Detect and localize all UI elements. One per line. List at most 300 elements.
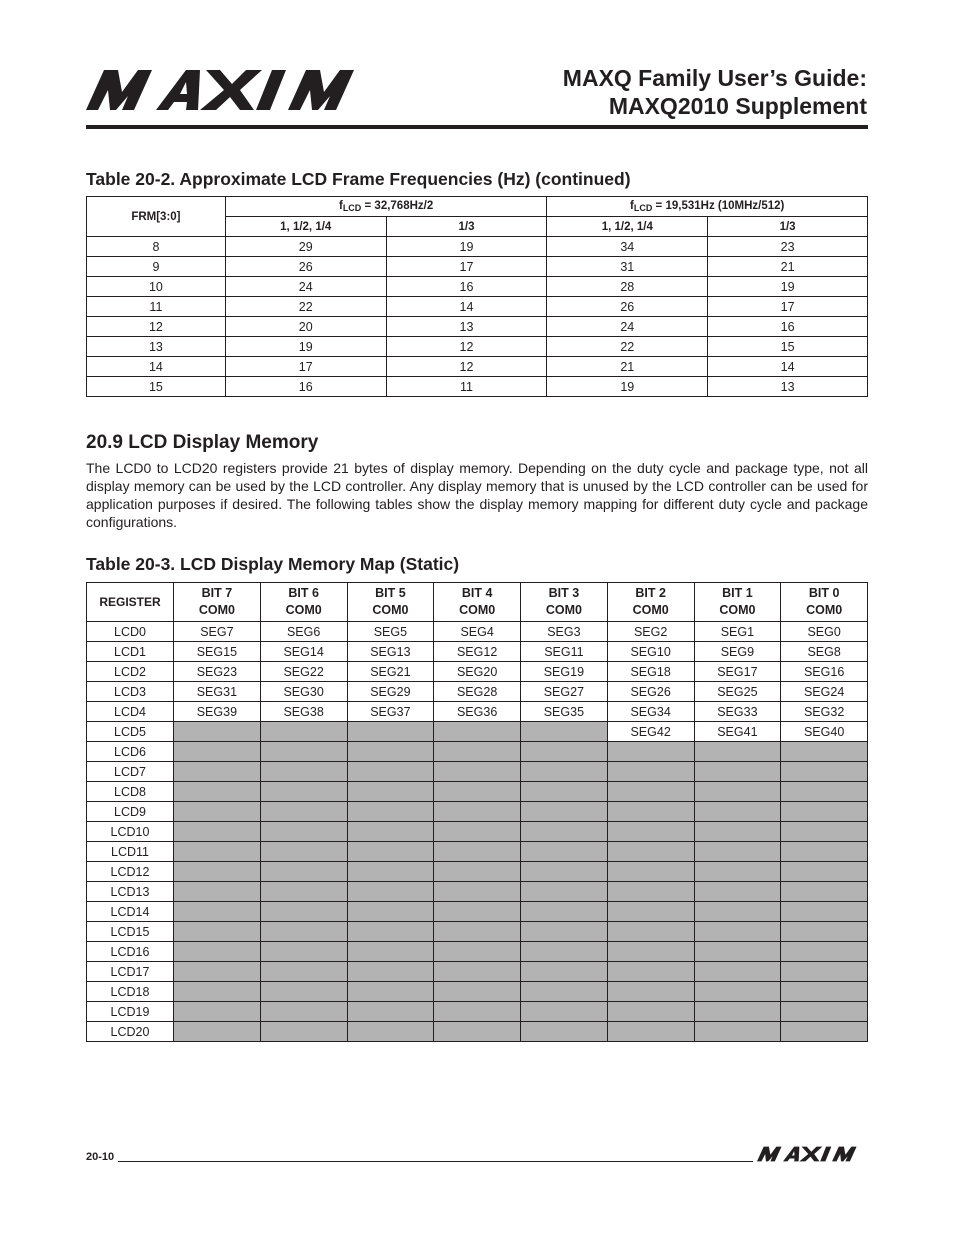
- unused-cell: [347, 1022, 434, 1042]
- unused-cell: [694, 962, 781, 982]
- table-row: [87, 257, 868, 277]
- unused-cell: [174, 1002, 261, 1022]
- frm-value: 9: [87, 257, 226, 277]
- unused-cell: [347, 722, 434, 742]
- lcd-memory-map-table: [86, 582, 868, 1042]
- unused-cell: [347, 862, 434, 882]
- unused-cell: [347, 942, 434, 962]
- frequency-value: 17: [708, 297, 868, 317]
- duty-header: 1/3: [708, 217, 868, 237]
- register-name: LCD12: [87, 862, 174, 882]
- unused-cell: [607, 822, 694, 842]
- register-header: REGISTER: [87, 583, 174, 622]
- unused-cell: [521, 822, 608, 842]
- frm-header: FRM[3:0]: [87, 197, 226, 237]
- segment-cell: SEG14: [260, 642, 347, 662]
- frequency-value: 26: [225, 257, 386, 277]
- table-row: [87, 962, 868, 982]
- unused-cell: [260, 922, 347, 942]
- unused-cell: [607, 902, 694, 922]
- unused-cell: [434, 942, 521, 962]
- bit-header: [260, 583, 347, 622]
- duty-header: 1, 1/2, 1/4: [547, 217, 708, 237]
- unused-cell: [781, 982, 868, 1002]
- frm-value: 8: [87, 237, 226, 257]
- unused-cell: [781, 782, 868, 802]
- unused-cell: [174, 802, 261, 822]
- title-line-1: MAXQ Family User’s Guide:: [562, 65, 867, 91]
- unused-cell: [694, 902, 781, 922]
- unused-cell: [434, 922, 521, 942]
- unused-cell: [174, 982, 261, 1002]
- unused-cell: [694, 1002, 781, 1022]
- segment-cell: SEG1: [694, 622, 781, 642]
- register-name: LCD1: [87, 642, 174, 662]
- frm-value: 15: [87, 377, 226, 397]
- register-name: LCD14: [87, 902, 174, 922]
- segment-cell: SEG27: [521, 682, 608, 702]
- flcd-prefix: f: [338, 200, 343, 212]
- register-name: LCD9: [87, 802, 174, 822]
- segment-cell: SEG22: [260, 662, 347, 682]
- unused-cell: [607, 922, 694, 942]
- segment-cell: SEG26: [607, 682, 694, 702]
- table-row: [87, 1022, 868, 1042]
- unused-cell: [347, 902, 434, 922]
- unused-cell: [607, 942, 694, 962]
- unused-cell: [174, 822, 261, 842]
- table-row: [87, 902, 868, 922]
- unused-cell: [694, 882, 781, 902]
- segment-cell: SEG8: [781, 642, 868, 662]
- segment-cell: SEG36: [434, 702, 521, 722]
- table-row: [87, 682, 868, 702]
- unused-cell: [434, 762, 521, 782]
- unused-cell: [260, 842, 347, 862]
- table-row: [87, 882, 868, 902]
- unused-cell: [260, 962, 347, 982]
- section-heading: 20.9 LCD Display Memory: [86, 432, 319, 453]
- unused-cell: [521, 902, 608, 922]
- frequency-value: 22: [225, 297, 386, 317]
- unused-cell: [174, 882, 261, 902]
- unused-cell: [260, 902, 347, 922]
- unused-cell: [781, 902, 868, 922]
- unused-cell: [781, 842, 868, 862]
- unused-cell: [521, 722, 608, 742]
- unused-cell: [260, 942, 347, 962]
- unused-cell: [781, 822, 868, 842]
- segment-cell: SEG2: [607, 622, 694, 642]
- unused-cell: [347, 762, 434, 782]
- unused-cell: [260, 982, 347, 1002]
- unused-cell: [174, 942, 261, 962]
- frm-value: 11: [87, 297, 226, 317]
- segment-cell: SEG9: [694, 642, 781, 662]
- bit-label: BIT 5: [375, 586, 406, 600]
- table-row: [87, 642, 868, 662]
- frm-value: 13: [87, 337, 226, 357]
- segment-cell: SEG7: [174, 622, 261, 642]
- segment-cell: SEG31: [174, 682, 261, 702]
- register-name: LCD2: [87, 662, 174, 682]
- segment-cell: SEG28: [434, 682, 521, 702]
- unused-cell: [781, 862, 868, 882]
- unused-cell: [521, 762, 608, 782]
- table-row: [87, 702, 868, 722]
- maxim-logo: [86, 70, 382, 110]
- register-name: LCD15: [87, 922, 174, 942]
- frequency-value: 20: [225, 317, 386, 337]
- frequency-value: 29: [225, 237, 386, 257]
- unused-cell: [260, 722, 347, 742]
- unused-cell: [174, 862, 261, 882]
- register-name: LCD20: [87, 1022, 174, 1042]
- frequency-value: 14: [386, 297, 547, 317]
- frm-value: 14: [87, 357, 226, 377]
- unused-cell: [694, 1022, 781, 1042]
- unused-cell: [781, 1022, 868, 1042]
- frequency-value: 24: [225, 277, 386, 297]
- register-name: LCD4: [87, 702, 174, 722]
- table-row: [87, 742, 868, 762]
- unused-cell: [694, 982, 781, 1002]
- com-label: COM0: [198, 603, 235, 617]
- frequency-value: 28: [547, 277, 708, 297]
- segment-cell: SEG40: [781, 722, 868, 742]
- register-name: LCD0: [87, 622, 174, 642]
- segment-cell: SEG23: [174, 662, 261, 682]
- com-label: COM0: [459, 603, 496, 617]
- duty-header: 1/3: [386, 217, 547, 237]
- register-name: LCD13: [87, 882, 174, 902]
- unused-cell: [347, 982, 434, 1002]
- unused-cell: [694, 782, 781, 802]
- bit-label: BIT 1: [722, 586, 753, 600]
- unused-cell: [174, 742, 261, 762]
- segment-cell: SEG20: [434, 662, 521, 682]
- duty-header: 1, 1/2, 1/4: [225, 217, 386, 237]
- unused-cell: [521, 862, 608, 882]
- frequency-value: 21: [708, 257, 868, 277]
- unused-cell: [694, 762, 781, 782]
- segment-cell: SEG39: [174, 702, 261, 722]
- bit-header: [521, 583, 608, 622]
- header-rule: [86, 125, 868, 129]
- unused-cell: [694, 742, 781, 762]
- register-name: LCD8: [87, 782, 174, 802]
- register-name: LCD10: [87, 822, 174, 842]
- com-label: COM0: [285, 603, 322, 617]
- flcd-32768-header: [225, 197, 547, 217]
- unused-cell: [260, 742, 347, 762]
- frequency-value: 21: [547, 357, 708, 377]
- unused-cell: [347, 882, 434, 902]
- table-row: [87, 337, 868, 357]
- table-row: [87, 722, 868, 742]
- segment-cell: SEG41: [694, 722, 781, 742]
- unused-cell: [694, 922, 781, 942]
- bit-header: [694, 583, 781, 622]
- bit-label: BIT 7: [201, 586, 233, 600]
- document-title: [563, 64, 867, 120]
- unused-cell: [694, 862, 781, 882]
- unused-cell: [260, 782, 347, 802]
- frequency-value: 17: [386, 257, 547, 277]
- unused-cell: [434, 722, 521, 742]
- table-20-3-caption: Table 20-3. LCD Display Memory Map (Static): [86, 554, 460, 574]
- segment-cell: SEG11: [521, 642, 608, 662]
- table-row: [87, 237, 868, 257]
- flcd-19531-header: [547, 197, 868, 217]
- unused-cell: [694, 942, 781, 962]
- frequency-value: 14: [708, 357, 868, 377]
- table-row: [87, 762, 868, 782]
- unused-cell: [347, 822, 434, 842]
- frequency-value: 16: [386, 277, 547, 297]
- unused-cell: [607, 1002, 694, 1022]
- unused-cell: [174, 902, 261, 922]
- segment-cell: SEG16: [781, 662, 868, 682]
- com-label: COM0: [719, 603, 756, 617]
- com-label: COM0: [372, 603, 409, 617]
- flcd-prefix: f: [630, 200, 634, 212]
- table-row: [87, 942, 868, 962]
- table-row: [87, 1002, 868, 1022]
- frequency-value: 24: [547, 317, 708, 337]
- unused-cell: [781, 1002, 868, 1022]
- table-row: [87, 317, 868, 337]
- table-row: [87, 277, 868, 297]
- segment-cell: SEG4: [434, 622, 521, 642]
- frequency-value: 12: [386, 337, 547, 357]
- flcd-subscript: LCD: [633, 203, 653, 213]
- table-row: [87, 842, 868, 862]
- unused-cell: [174, 962, 261, 982]
- unused-cell: [434, 782, 521, 802]
- frequency-value: 17: [225, 357, 386, 377]
- unused-cell: [521, 942, 608, 962]
- maxim-footer-logo: [757, 1146, 867, 1162]
- bit-header: [347, 583, 434, 622]
- unused-cell: [781, 922, 868, 942]
- unused-cell: [347, 782, 434, 802]
- unused-cell: [607, 802, 694, 822]
- bit-header: [434, 583, 521, 622]
- segment-cell: SEG17: [694, 662, 781, 682]
- frequency-value: 19: [708, 277, 868, 297]
- table-row: [87, 822, 868, 842]
- register-name: LCD11: [87, 842, 174, 862]
- frm-value: 10: [87, 277, 226, 297]
- bit-header: [781, 583, 868, 622]
- unused-cell: [694, 842, 781, 862]
- table-row: [87, 357, 868, 377]
- unused-cell: [607, 762, 694, 782]
- unused-cell: [434, 982, 521, 1002]
- unused-cell: [347, 842, 434, 862]
- section-paragraph: The LCD0 to LCD20 registers provide 21 bytes of display memory. Depending on the duty cycle and package type, not all display memory can be used by the LCD controller. Any display memory that is unused by the LCD controller can be used for application purposes if desired. The following tables show the display memory mapping for different duty cycle and package configurations.: [86, 460, 868, 530]
- segment-cell: SEG35: [521, 702, 608, 722]
- segment-cell: SEG13: [347, 642, 434, 662]
- unused-cell: [347, 1002, 434, 1022]
- segment-cell: SEG33: [694, 702, 781, 722]
- bit-label: BIT 0: [808, 586, 840, 600]
- unused-cell: [174, 762, 261, 782]
- segment-cell: SEG5: [347, 622, 434, 642]
- segment-cell: SEG32: [781, 702, 868, 722]
- frequency-value: 15: [708, 337, 868, 357]
- unused-cell: [781, 962, 868, 982]
- frequency-value: 16: [225, 377, 386, 397]
- segment-cell: SEG21: [347, 662, 434, 682]
- register-name: LCD16: [87, 942, 174, 962]
- com-label: COM0: [632, 603, 669, 617]
- segment-cell: SEG42: [607, 722, 694, 742]
- unused-cell: [521, 982, 608, 1002]
- unused-cell: [781, 942, 868, 962]
- unused-cell: [521, 882, 608, 902]
- unused-cell: [347, 742, 434, 762]
- register-name: LCD19: [87, 1002, 174, 1022]
- bit-label: BIT 4: [461, 586, 493, 600]
- register-name: LCD17: [87, 962, 174, 982]
- flcd-value: = 32,768Hz/2: [361, 200, 434, 212]
- segment-cell: SEG24: [781, 682, 868, 702]
- unused-cell: [607, 882, 694, 902]
- register-name: LCD5: [87, 722, 174, 742]
- unused-cell: [434, 1022, 521, 1042]
- unused-cell: [260, 822, 347, 842]
- unused-cell: [260, 802, 347, 822]
- unused-cell: [434, 902, 521, 922]
- unused-cell: [260, 1022, 347, 1042]
- unused-cell: [434, 1002, 521, 1022]
- frequency-value: 34: [547, 237, 708, 257]
- unused-cell: [521, 802, 608, 822]
- segment-cell: SEG10: [607, 642, 694, 662]
- register-name: LCD7: [87, 762, 174, 782]
- unused-cell: [521, 1022, 608, 1042]
- table-row: [87, 782, 868, 802]
- unused-cell: [260, 862, 347, 882]
- unused-cell: [781, 762, 868, 782]
- frm-value: 12: [87, 317, 226, 337]
- frequency-value: 19: [386, 237, 547, 257]
- table-row: [87, 662, 868, 682]
- unused-cell: [260, 1002, 347, 1022]
- segment-cell: SEG12: [434, 642, 521, 662]
- unused-cell: [174, 842, 261, 862]
- frequency-value: 22: [547, 337, 708, 357]
- table-row: [87, 802, 868, 822]
- segment-cell: SEG0: [781, 622, 868, 642]
- table-row: [87, 377, 868, 397]
- bit-label: BIT 3: [548, 586, 580, 600]
- frequency-value: 13: [708, 377, 868, 397]
- com-label: COM0: [545, 603, 582, 617]
- segment-cell: SEG15: [174, 642, 261, 662]
- unused-cell: [434, 802, 521, 822]
- frequency-value: 16: [708, 317, 868, 337]
- unused-cell: [434, 822, 521, 842]
- segment-cell: SEG34: [607, 702, 694, 722]
- segment-cell: SEG3: [521, 622, 608, 642]
- bit-header: [174, 583, 261, 622]
- unused-cell: [521, 922, 608, 942]
- unused-cell: [174, 722, 261, 742]
- segment-cell: SEG19: [521, 662, 608, 682]
- unused-cell: [434, 962, 521, 982]
- table-row: [87, 982, 868, 1002]
- table-20-2-caption: Table 20-2. Approximate LCD Frame Frequencies (Hz) (continued): [86, 169, 631, 189]
- bit-label: BIT 2: [635, 586, 666, 600]
- unused-cell: [694, 822, 781, 842]
- unused-cell: [607, 982, 694, 1002]
- unused-cell: [607, 1022, 694, 1042]
- unused-cell: [174, 782, 261, 802]
- unused-cell: [260, 762, 347, 782]
- segment-cell: SEG25: [694, 682, 781, 702]
- unused-cell: [347, 962, 434, 982]
- unused-cell: [521, 1002, 608, 1022]
- unused-cell: [607, 742, 694, 762]
- unused-cell: [607, 842, 694, 862]
- unused-cell: [521, 962, 608, 982]
- frequency-value: 13: [386, 317, 547, 337]
- unused-cell: [347, 802, 434, 822]
- frame-frequency-table: [86, 196, 868, 397]
- frequency-value: 31: [547, 257, 708, 277]
- unused-cell: [607, 782, 694, 802]
- page-number: 20-10: [86, 1151, 115, 1163]
- com-label: COM0: [806, 603, 843, 617]
- unused-cell: [434, 742, 521, 762]
- flcd-subscript: LCD: [342, 203, 362, 213]
- segment-cell: SEG6: [260, 622, 347, 642]
- register-name: LCD18: [87, 982, 174, 1002]
- unused-cell: [694, 802, 781, 822]
- table-row: [87, 862, 868, 882]
- table-row: [87, 622, 868, 642]
- unused-cell: [347, 922, 434, 942]
- unused-cell: [521, 842, 608, 862]
- segment-cell: SEG38: [260, 702, 347, 722]
- unused-cell: [607, 862, 694, 882]
- register-name: LCD6: [87, 742, 174, 762]
- unused-cell: [174, 922, 261, 942]
- bit-label: BIT 6: [288, 586, 319, 600]
- title-line-2: MAXQ2010 Supplement: [608, 93, 867, 119]
- unused-cell: [521, 782, 608, 802]
- frequency-value: 19: [225, 337, 386, 357]
- unused-cell: [434, 862, 521, 882]
- bit-header: [607, 583, 694, 622]
- segment-cell: SEG37: [347, 702, 434, 722]
- unused-cell: [434, 882, 521, 902]
- frequency-value: 26: [547, 297, 708, 317]
- footer-rule: [118, 1161, 753, 1162]
- table-row: [87, 922, 868, 942]
- unused-cell: [607, 962, 694, 982]
- frequency-value: 23: [708, 237, 868, 257]
- unused-cell: [260, 882, 347, 902]
- frequency-value: 19: [547, 377, 708, 397]
- frequency-value: 12: [386, 357, 547, 377]
- table-row: [87, 297, 868, 317]
- flcd-value: = 19,531Hz (10MHz/512): [652, 200, 785, 212]
- unused-cell: [781, 802, 868, 822]
